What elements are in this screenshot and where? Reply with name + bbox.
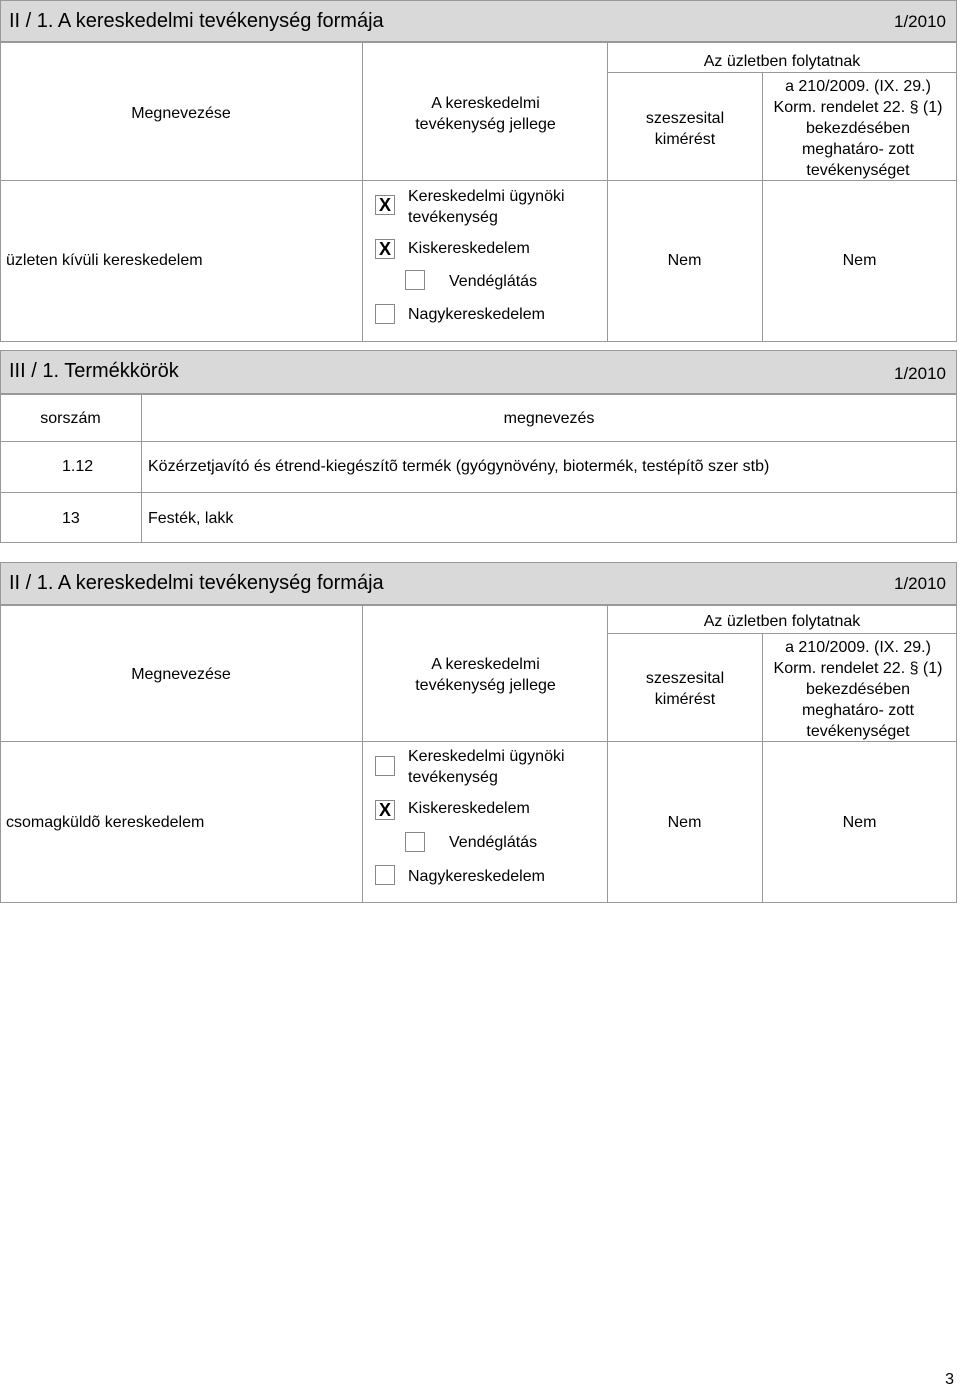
col-megnevezes: Megnevezése xyxy=(131,105,231,122)
checkbox-kiskereskedelem[interactable]: X xyxy=(375,239,395,259)
col-jellege: A kereskedelmi tevékenység jellege xyxy=(415,95,556,133)
option-label-kiskereskedelem: Kiskereskedelem xyxy=(408,800,530,817)
szeszesital-value: Nem xyxy=(667,814,702,831)
row-sorszam: 13 xyxy=(62,510,80,527)
section-header xyxy=(0,562,957,605)
rendelet-value: Nem xyxy=(842,252,877,269)
row-name: csomagküldõ kereskedelem xyxy=(6,814,205,831)
col-folytatnak: Az üzletben folytatnak xyxy=(703,53,861,70)
option-label-nagykereskedelem: Nagykereskedelem xyxy=(408,306,545,323)
option-label-ugynoki: Kereskedelmi ügynöki tevékenység xyxy=(408,748,565,786)
section-title: II / 1. A kereskedelmi tevékenység formája xyxy=(9,572,384,594)
checkbox-kiskereskedelem[interactable]: X xyxy=(375,800,395,820)
section-title: III / 1. Termékkörök xyxy=(9,360,179,382)
checkbox-nagykereskedelem[interactable] xyxy=(375,865,395,885)
section-year: 1/2010 xyxy=(894,12,946,31)
page-number: 3 xyxy=(945,1371,954,1388)
rendelet-value: Nem xyxy=(842,814,877,831)
row-name: üzleten kívüli kereskedelem xyxy=(6,252,203,269)
section-year: 1/2010 xyxy=(894,574,946,593)
row-sorszam: 1.12 xyxy=(62,458,94,475)
checkbox-nagykereskedelem[interactable] xyxy=(375,304,395,324)
section-title: II / 1. A kereskedelmi tevékenység formája xyxy=(9,10,384,32)
section-header xyxy=(0,0,957,42)
checkbox-ugynoki[interactable]: X xyxy=(375,195,395,215)
row-megnevezes: Közérzetjavító és étrend-kiegészítõ termék (gyógynövény, biotermék, testépítõ szer stb) xyxy=(148,458,770,475)
option-label-kiskereskedelem: Kiskereskedelem xyxy=(408,240,530,257)
option-label-nagykereskedelem: Nagykereskedelem xyxy=(408,868,545,885)
col-folytatnak: Az üzletben folytatnak xyxy=(703,613,861,630)
col-megnevezes: Megnevezése xyxy=(131,666,231,683)
option-label-vendeglatas: Vendéglátás xyxy=(449,273,538,290)
checkbox-vendeglatas[interactable] xyxy=(405,270,425,290)
col-rendelet: a 210/2009. (IX. 29.) Korm. rendelet 22. § (1) bekezdésében meghatáro- zott tevékenységet xyxy=(773,78,943,179)
section-year: 1/2010 xyxy=(894,364,946,383)
checkbox-ugynoki[interactable] xyxy=(375,756,395,776)
col-rendelet: a 210/2009. (IX. 29.) Korm. rendelet 22. § (1) bekezdésében meghatáro- zott tevékenységet xyxy=(773,639,943,740)
col-jellege: A kereskedelmi tevékenység jellege xyxy=(415,656,556,694)
szeszesital-value: Nem xyxy=(667,252,702,269)
option-label-vendeglatas: Vendéglátás xyxy=(449,834,538,851)
col-szeszesital: szeszesital kimérést xyxy=(645,670,725,708)
col-megnevezes: megnevezés xyxy=(503,410,595,427)
col-sorszam: sorszám xyxy=(40,410,101,427)
row-megnevezes: Festék, lakk xyxy=(148,510,234,527)
col-szeszesital: szeszesital kimérést xyxy=(645,110,725,148)
section-header xyxy=(0,350,957,394)
checkbox-vendeglatas[interactable] xyxy=(405,832,425,852)
option-label-ugynoki: Kereskedelmi ügynöki tevékenység xyxy=(408,188,565,226)
